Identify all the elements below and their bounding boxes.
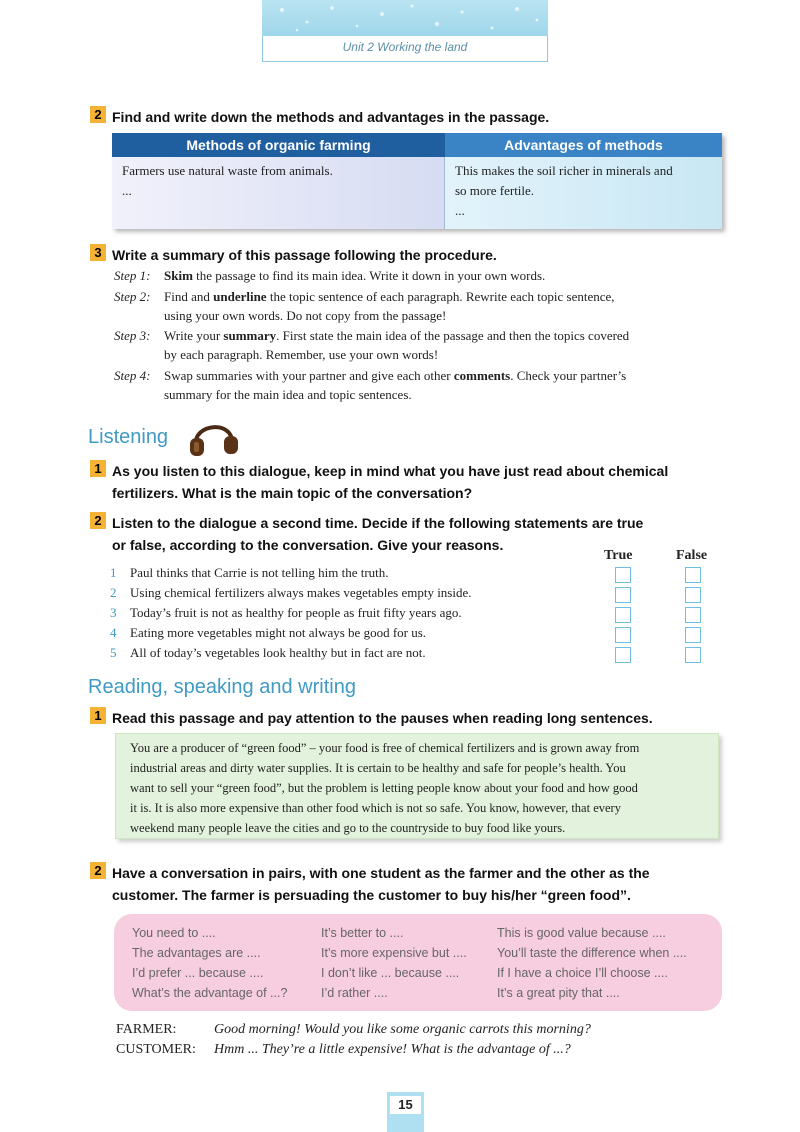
step-text: by each paragraph. Remember, use your own words! xyxy=(164,347,439,362)
reading-heading: Reading, speaking and writing xyxy=(88,676,356,698)
instruction-line: Have a conversation in pairs, with one student as the farmer and the other as the xyxy=(112,865,650,881)
step-text: . Check your partner’s xyxy=(510,368,627,383)
water-drops-decoration xyxy=(262,0,548,36)
cell-line: ... xyxy=(455,203,465,218)
task-number: 2 xyxy=(90,862,106,879)
step-text: the passage to find its main idea. Write it down in your own words. xyxy=(192,268,546,283)
table-header-methods: Methods of organic farming xyxy=(112,133,445,157)
cell-line: Farmers use natural waste from animals. xyxy=(122,163,333,178)
statement-text: Paul thinks that Carrie is not telling him the truth. xyxy=(130,565,389,580)
step-text: Write your xyxy=(164,328,224,343)
false-column-label: False xyxy=(676,548,708,563)
speaker-label: FARMER: xyxy=(116,1022,177,1037)
instruction-line: customer. The farmer is persuading the customer to buy his/her “green food”. xyxy=(112,887,631,903)
step-label: Step 3: xyxy=(114,328,151,343)
task-number: 1 xyxy=(90,460,106,477)
useful-phrases-box xyxy=(114,914,722,1011)
cell-line: so more fertile. xyxy=(455,183,535,198)
cell-line: ... xyxy=(122,183,132,198)
phrase: I’d rather .... xyxy=(321,986,388,1000)
statement-number: 3 xyxy=(110,605,117,620)
listening-task-1 xyxy=(90,460,668,504)
speaker-label: CUSTOMER: xyxy=(116,1042,196,1057)
cell-line: This makes the soil richer in minerals and xyxy=(455,163,673,178)
statement-number: 1 xyxy=(110,565,117,580)
true-checkbox-2[interactable] xyxy=(615,587,631,603)
step-2 xyxy=(114,287,615,325)
step-label: Step 1: xyxy=(114,268,151,283)
phrase: You need to .... xyxy=(132,926,216,940)
true-checkbox-4[interactable] xyxy=(615,627,631,643)
phrase: I don’t like ... because .... xyxy=(321,966,460,980)
instruction-text: Read this passage and pay attention to the pauses when reading long sentences. xyxy=(112,710,653,726)
instruction-text xyxy=(112,862,650,906)
phrase: I’d prefer ... because .... xyxy=(132,966,264,980)
listening-heading: Listening xyxy=(88,426,169,448)
step-text: Find and xyxy=(164,289,214,304)
phrases-column-1 xyxy=(132,923,287,1003)
statement-row xyxy=(110,643,426,663)
listening-task-2 xyxy=(90,512,643,556)
table-cell-advantages xyxy=(445,157,722,229)
instruction-line: As you listen to this dialogue, keep in mind what you have just read about chemical xyxy=(112,463,669,479)
step-label: Step 2: xyxy=(114,289,151,304)
methods-table xyxy=(112,133,722,229)
false-checkbox-4[interactable] xyxy=(685,627,701,643)
statement-number: 2 xyxy=(110,585,117,600)
instruction-text xyxy=(112,460,668,504)
headphones-icon xyxy=(188,414,240,458)
instruction-line: fertilizers. What is the main topic of the conversation? xyxy=(112,485,473,501)
dialogue-text: Hmm ... They’re a little expensive! What is the advantage of ...? xyxy=(214,1042,571,1057)
page-number: 15 xyxy=(390,1096,421,1114)
reading-task-1 xyxy=(90,707,653,729)
phrase: You’ll taste the difference when .... xyxy=(497,946,687,960)
passage-line: You are a producer of “green food” – your food is free of chemical fertilizers and is grown away from xyxy=(130,741,640,755)
dialogue-line xyxy=(116,1040,591,1060)
page-number-tab xyxy=(387,1092,424,1132)
step-4 xyxy=(114,366,626,404)
false-checkbox-3[interactable] xyxy=(685,607,701,623)
statement-row xyxy=(110,583,472,603)
statement-text: Today’s fruit is not as healthy for people as fruit fifty years ago. xyxy=(130,605,462,620)
table-header-advantages: Advantages of methods xyxy=(445,133,722,157)
step-text: . First state the main idea of the passage and then the topics covered xyxy=(276,328,630,343)
task-number: 2 xyxy=(90,106,106,123)
header-banner xyxy=(262,0,548,36)
passage-line: weekend many people leave the cities and go to the countryside to buy food like yours. xyxy=(130,821,566,835)
statement-number: 4 xyxy=(110,625,117,640)
phrase: The advantages are .... xyxy=(132,946,261,960)
step-text: the topic sentence of each paragraph. Rewrite each topic sentence, xyxy=(266,289,615,304)
task-number: 2 xyxy=(90,512,106,529)
passage-line: industrial areas and dirty water supplies. It is certain to be healthy and safe for people’s health. You xyxy=(130,761,626,775)
task-table-instruction xyxy=(90,106,549,128)
statement-row xyxy=(110,563,389,583)
step-1 xyxy=(114,266,545,285)
passage-line: want to sell your “green food”, but the problem is letting people know about your food and how good xyxy=(130,781,638,795)
passage-box xyxy=(115,733,719,839)
phrases-column-3 xyxy=(497,923,687,1003)
true-column-label: True xyxy=(604,548,633,563)
table-cell-methods xyxy=(112,157,445,229)
task-summary-instruction xyxy=(90,244,497,266)
statement-text: Using chemical fertilizers always makes vegetables empty inside. xyxy=(130,585,472,600)
unit-label: Unit 2 Working the land xyxy=(262,36,548,62)
phrase: It’s a great pity that .... xyxy=(497,986,620,1000)
statement-row xyxy=(110,603,462,623)
statement-text: Eating more vegetables might not always be good for us. xyxy=(130,625,427,640)
false-checkbox-1[interactable] xyxy=(685,567,701,583)
instruction-text: Write a summary of this passage following the procedure. xyxy=(112,247,497,263)
phrases-column-2 xyxy=(321,923,467,1003)
task-number: 3 xyxy=(90,244,106,261)
false-checkbox-2[interactable] xyxy=(685,587,701,603)
step-text: Swap summaries with your partner and give each other xyxy=(164,368,454,383)
statement-number: 5 xyxy=(110,645,117,660)
false-checkbox-5[interactable] xyxy=(685,647,701,663)
phrase: This is good value because .... xyxy=(497,926,666,940)
true-checkbox-5[interactable] xyxy=(615,647,631,663)
dialogue-line xyxy=(116,1020,591,1040)
dialogue-text: Good morning! Would you like some organic carrots this morning? xyxy=(214,1022,591,1037)
step-keyword: comments xyxy=(453,368,511,383)
statement-row xyxy=(110,623,426,643)
step-keyword: summary xyxy=(223,328,277,343)
instruction-line: Listen to the dialogue a second time. Decide if the following statements are true xyxy=(112,515,644,531)
phrase: If I have a choice I’ll choose .... xyxy=(497,966,668,980)
instruction-text: Find and write down the methods and advantages in the passage. xyxy=(112,109,550,125)
step-text: summary for the main idea and topic sentences. xyxy=(164,387,412,402)
instruction-line: or false, according to the conversation. Give your reasons. xyxy=(112,537,504,553)
phrase: It’s more expensive but .... xyxy=(321,946,467,960)
reading-task-2 xyxy=(90,862,650,906)
dialogue xyxy=(116,1020,591,1060)
true-checkbox-3[interactable] xyxy=(615,607,631,623)
task-number: 1 xyxy=(90,707,106,724)
step-3 xyxy=(114,326,629,364)
passage-line: it is. It is also more expensive than other food which is not so safe. You know, however, that every xyxy=(130,801,621,815)
phrase: It’s better to .... xyxy=(321,926,404,940)
step-keyword: Skim xyxy=(164,268,193,283)
phrase: What’s the advantage of ...? xyxy=(132,986,288,1000)
step-label: Step 4: xyxy=(114,368,151,383)
step-keyword: underline xyxy=(213,289,267,304)
instruction-text xyxy=(112,512,643,556)
statement-text: All of today’s vegetables look healthy but in fact are not. xyxy=(130,645,426,660)
step-text: using your own words. Do not copy from the passage! xyxy=(164,308,447,323)
true-checkbox-1[interactable] xyxy=(615,567,631,583)
